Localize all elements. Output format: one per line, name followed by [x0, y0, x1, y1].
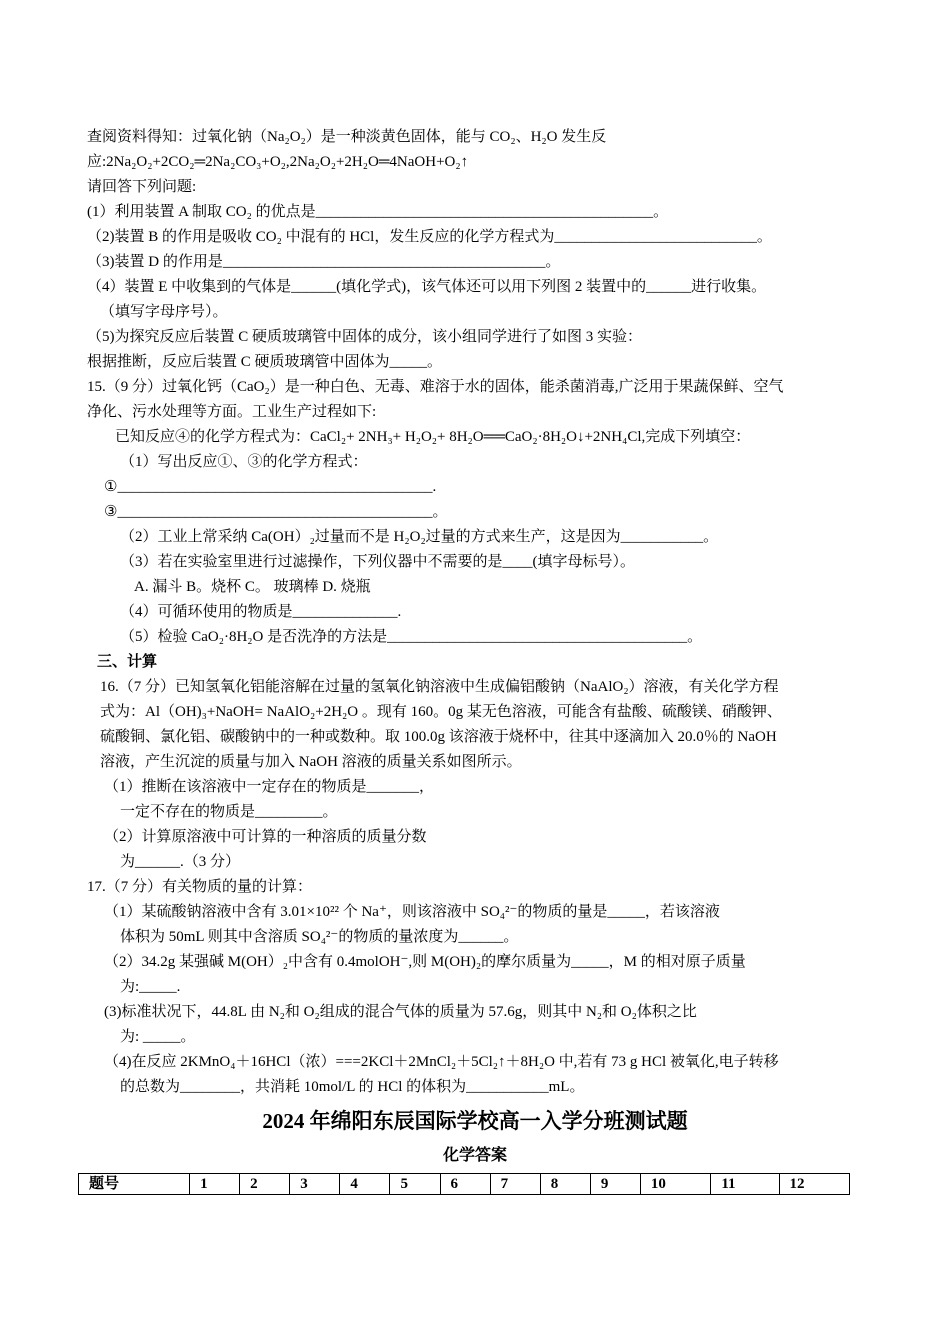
table-cell: 3 [290, 1174, 340, 1195]
table-cell: 题号 [79, 1174, 190, 1195]
text-line: ①__________________________________________. [104, 479, 437, 495]
text-line: 根据推断，反应后装置 C 硬质玻璃管中固体为_____。 [87, 354, 443, 370]
text-line: （3）若在实验室里进行过滤操作，下列仪器中不需要的是____(填字母标号）。 [120, 554, 635, 570]
text-line: 应:2Na₂O₂+2CO₂═2Na₂CO₃+O₂,2Na₂O₂+2H₂O═4NaOH+O₂↑ [87, 154, 469, 170]
table-cell: 11 [711, 1174, 779, 1195]
text-line: (1）利用装置 A 制取 CO₂ 的优点是_____________________________________________。 [87, 204, 669, 220]
text-line: 查阅资料得知：过氧化钠（Na₂O₂）是一种淡黄色固体，能与 CO₂、H₂O 发生反 [87, 129, 607, 145]
table-cell: 5 [390, 1174, 440, 1195]
text-line: 净化、污水处理等方面。工业生产过程如下: [87, 404, 377, 420]
table-cell: 1 [190, 1174, 240, 1195]
text-line: 硫酸铜、氯化铝、碳酸钠中的一种或数种。取 100.0g 该溶液于烧杯中，往其中逐滴加入 20.0％的 NaOH [100, 729, 777, 745]
text-line: （1）写出反应①、③的化学方程式： [120, 454, 368, 470]
text-line: ③__________________________________________。 [104, 504, 448, 520]
table-cell: 8 [540, 1174, 590, 1195]
table-cell: 2 [240, 1174, 290, 1195]
text-line: 请回答下列问题: [87, 179, 197, 195]
section-heading: 三、计算 [97, 654, 158, 670]
text-line: 的总数为________，共消耗 10mol/L 的 HCl 的体积为___________mL。 [120, 1079, 585, 1095]
text-line: （1）推断在该溶液中一定存在的物质是_______， [104, 779, 435, 795]
text-line: 为:_____. [120, 979, 181, 995]
text-line: （5)为探究反应后装置 C 硬质玻璃管中固体的成分，该小组同学进行了如图 3 实验： [87, 329, 643, 345]
text-line: （4）装置 E 中收集到的气体是______(填化学式)，该气体还可以用下列图 2 装置中的______进行收集。 [87, 279, 767, 295]
text-line: A. 漏斗 B。烧杯 C。 玻璃棒 D. 烧瓶 [134, 579, 371, 595]
table-cell: 6 [440, 1174, 490, 1195]
text-line: （4）可循环使用的物质是______________. [120, 604, 402, 620]
text-line: 溶液，产生沉淀的质量与加入 NaOH 溶液的质量关系如图所示。 [100, 754, 522, 770]
text-line: （2）34.2g 某强碱 M(OH）₂中含有 0.4molOH⁻,则 M(OH)₂的摩尔质量为_____，M 的相对原子质量 [104, 954, 746, 970]
text-line: （填写字母序号）。 [100, 304, 228, 320]
table-cell: 12 [779, 1174, 849, 1195]
text-line: 为______.（3 分） [120, 854, 241, 870]
text-line: 15.（9 分）过氧化钙（CaO₂）是一种白色、无毒、难溶于水的固体，能杀菌消毒,广泛用于果蔬保鲜、空气 [87, 379, 784, 395]
page-subtitle: 化学答案 [442, 1147, 507, 1164]
table-cell: 10 [640, 1174, 710, 1195]
text-line: 16.（7 分）已知氢氧化铝能溶解在过量的氢氧化钠溶液中生成偏铝酸钠（NaAlO₂）溶液，有关化学方程 [100, 679, 779, 695]
answer-table [78, 1173, 850, 1195]
text-line: （2）计算原溶液中可计算的一种溶质的质量分数 [104, 829, 427, 845]
text-line: （5）检验 CaO₂·8H₂O 是否洗净的方法是________________________________________。 [120, 629, 703, 645]
text-line: （2）工业上常采纳 Ca(OH）₂过量而不是 H₂O₂过量的方式来生产，这是因为___________。 [120, 529, 719, 545]
text-line: (3)标准状况下，44.8L 由 N₂和 O₂组成的混合气体的质量为 57.6g，则其中 N₂和 O₂体积之比 [104, 1004, 697, 1020]
page-title: 2024 年绵阳东辰国际学校高一入学分班测试题 [262, 1109, 688, 1133]
text-line: 一定不存在的物质是_________。 [120, 804, 338, 820]
text-line: 式为：Al（OH)₃+NaOH= NaAlO₂+2H₂O 。现有 160。0g 某无色溶液，可能含有盐酸、硫酸镁、硝酸钾、 [100, 704, 782, 720]
table-cell: 7 [490, 1174, 540, 1195]
table-cell: 4 [340, 1174, 390, 1195]
table-cell: 9 [590, 1174, 640, 1195]
text-line: 已知反应④的化学方程式为：CaCl₂+ 2NH₃+ H₂O₂+ 8H₂O══CaO₂·8H₂O↓+2NH₄Cl,完成下列填空： [115, 429, 751, 445]
text-line: （1）某硫酸钠溶液中含有 3.01×10²² 个 Na⁺，则该溶液中 SO₄²⁻的物质的量是_____，若该溶液 [104, 904, 720, 920]
table-row [79, 1174, 850, 1195]
text-line: 17.（7 分）有关物质的量的计算： [87, 879, 313, 895]
text-line: 为: _____。 [120, 1029, 196, 1045]
text-line: （3)装置 D 的作用是___________________________________________。 [87, 254, 561, 270]
text-line: 体积为 50mL 则其中含溶质 SO₄²⁻的物质的量浓度为______。 [120, 929, 519, 945]
text-line: （2)装置 B 的作用是吸收 CO₂ 中混有的 HCl，发生反应的化学方程式为___________________________。 [87, 229, 772, 245]
text-line: （4)在反应 2KMnO₄＋16HCl（浓）===2KCl＋2MnCl₂＋5Cl₂↑＋8H₂O 中,若有 73 g HCl 被氧化,电子转移 [104, 1054, 779, 1070]
